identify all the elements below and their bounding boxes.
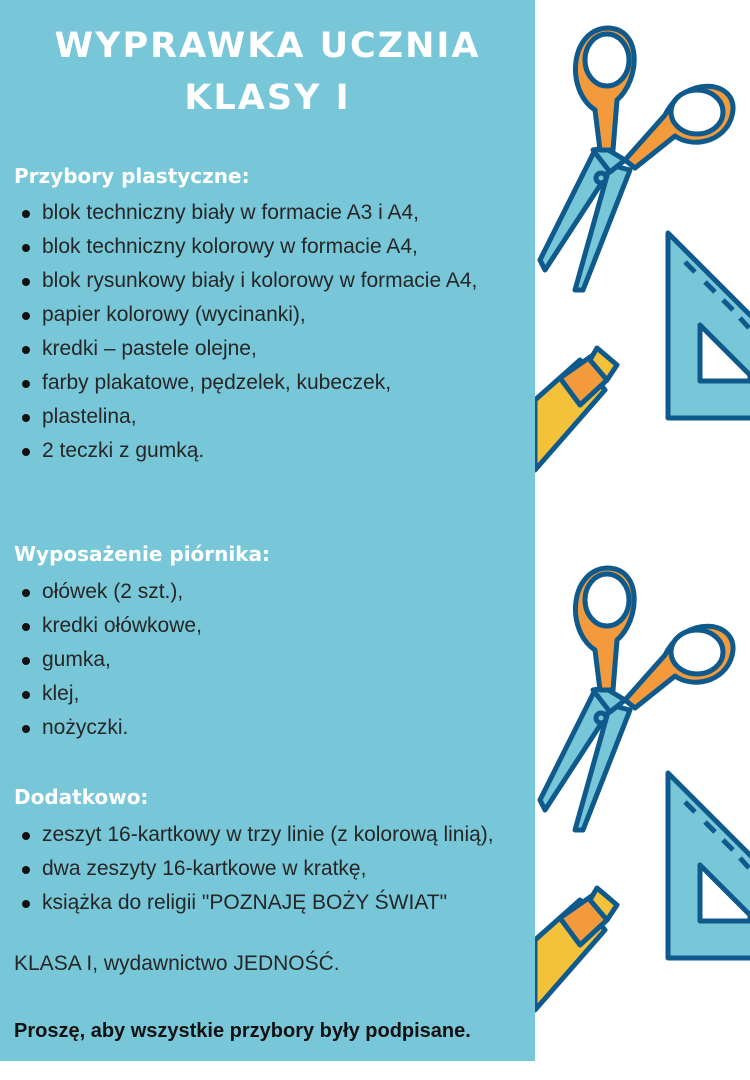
list-item: klej, (0, 677, 535, 711)
section-heading-art-supplies: Przybory plastyczne: (14, 164, 250, 188)
list-item: gumka, (0, 643, 535, 677)
scissors-icon (540, 568, 733, 830)
art-supplies-list (0, 196, 535, 468)
list-item: blok rysunkowy biały i kolorowy w formacie A4, (0, 264, 535, 298)
list-item: ołówek (2 szt.), (0, 575, 535, 609)
page-title (0, 20, 535, 124)
list-item: nożyczki. (0, 711, 535, 745)
list-item: zeszyt 16-kartkowy w trzy linie (z kolorową linią), (0, 818, 535, 852)
section-heading-additional: Dodatkowo: (14, 785, 149, 809)
school-supplies-illustration (535, 0, 750, 540)
list-item: kredki ołówkowe, (0, 609, 535, 643)
footer-note: Proszę, aby wszystkie przybory były podpisane. (14, 1020, 471, 1042)
section-heading-pencil-case: Wyposażenie piórnika: (14, 542, 271, 566)
list-item: blok techniczny kolorowy w formacie A4, (0, 230, 535, 264)
pencil-case-list (0, 575, 535, 745)
title-line-1: WYPRAWKA UCZNIA (54, 26, 481, 66)
set-square-icon (668, 233, 750, 418)
scissors-icon (540, 28, 733, 290)
list-item: blok techniczny biały w formacie A3 i A4, (0, 196, 535, 230)
list-item: kredki – pastele olejne, (0, 332, 535, 366)
list-item-continuation: KLASA I, wydawnictwo JEDNOŚĆ. (14, 952, 340, 975)
marker-icon (535, 888, 617, 1010)
additional-list (0, 818, 535, 920)
list-item: 2 teczki z gumką. (0, 434, 535, 468)
list-item: farby plakatowe, pędzelek, kubeczek, (0, 366, 535, 400)
list-item: dwa zeszyty 16-kartkowe w kratkę, (0, 852, 535, 886)
school-supplies-illustration (535, 540, 750, 1080)
list-item: plastelina, (0, 400, 535, 434)
set-square-icon (668, 773, 750, 958)
list-item: książka do religii "POZNAJĘ BOŻY ŚWIAT" (0, 886, 535, 920)
marker-icon (535, 348, 617, 470)
title-line-2: KLASY I (184, 78, 351, 118)
list-item: papier kolorowy (wycinanki), (0, 298, 535, 332)
